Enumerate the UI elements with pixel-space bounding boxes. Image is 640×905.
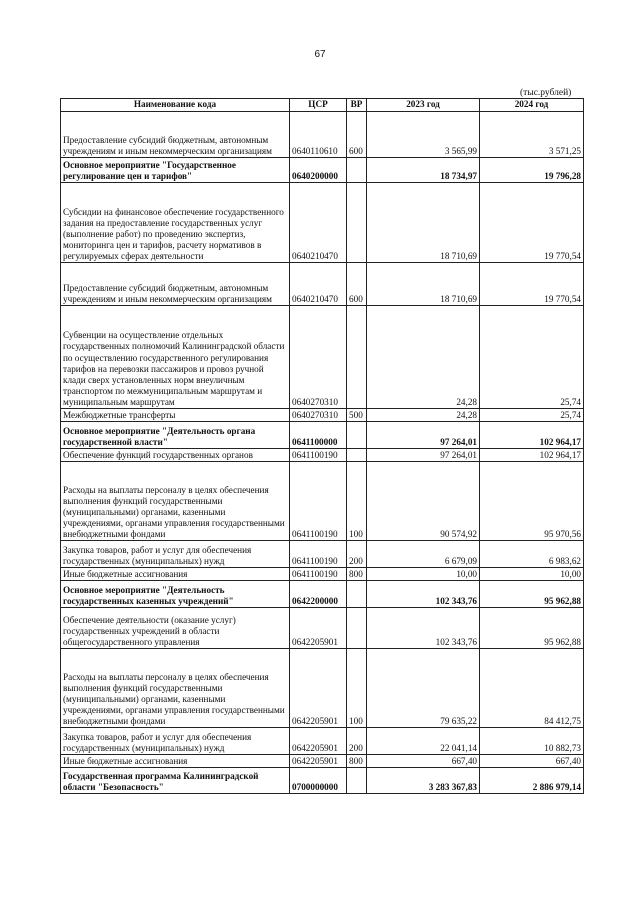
header-vr: ВР <box>347 99 367 112</box>
row-name: Закупка товаров, работ и услуг для обеспечения государственных (муниципальных) нужд <box>61 541 290 568</box>
table-row <box>61 462 584 541</box>
row-csr: 0640210470 <box>290 263 347 306</box>
table-row <box>61 541 584 568</box>
row-vr <box>347 422 367 449</box>
row-csr: 0700000000 <box>290 768 347 794</box>
row-2024: 102 964,17 <box>480 422 584 449</box>
row-name: Государственная программа Калининградской области "Безопасность" <box>61 768 290 794</box>
row-2023: 18 710,69 <box>367 263 480 306</box>
row-csr: 0641100000 <box>290 422 347 449</box>
row-2023: 97 264,01 <box>367 449 480 462</box>
row-csr: 0640200000 <box>290 158 347 183</box>
row-csr: 0641100190 <box>290 568 347 581</box>
row-2024: 95 962,88 <box>480 608 584 649</box>
row-name: Расходы на выплаты персоналу в целях обеспечения выполнения функций государственными (муниципальными) органами, казенными учреждениями, органами управления государственными внебюджетными фондами <box>61 462 290 541</box>
table-row <box>61 263 584 306</box>
table-row <box>61 449 584 462</box>
row-2023: 90 574,92 <box>367 462 480 541</box>
table-header-row <box>61 99 584 112</box>
table-row <box>61 306 584 409</box>
row-csr: 0642205901 <box>290 608 347 649</box>
table-row <box>61 568 584 581</box>
row-2024: 19 770,54 <box>480 263 584 306</box>
table-row <box>61 409 584 422</box>
table-row <box>61 728 584 755</box>
row-csr: 0640270310 <box>290 306 347 409</box>
row-csr: 0642205901 <box>290 649 347 728</box>
row-name: Предоставление субсидий бюджетным, автономным учреждениям и иным некоммерческим организациям <box>61 112 290 158</box>
table-row <box>61 768 584 794</box>
row-vr: 500 <box>347 409 367 422</box>
row-2023: 3 565,99 <box>367 112 480 158</box>
row-2023: 3 283 367,83 <box>367 768 480 794</box>
row-2023: 22 041,14 <box>367 728 480 755</box>
budget-table <box>60 98 584 794</box>
row-csr: 0640210470 <box>290 183 347 263</box>
row-vr <box>347 449 367 462</box>
row-csr: 0641100190 <box>290 449 347 462</box>
row-2024: 25,74 <box>480 306 584 409</box>
row-csr: 0642205901 <box>290 755 347 768</box>
header-csr: ЦСР <box>290 99 347 112</box>
header-2023: 2023 год <box>367 99 480 112</box>
row-name: Межбюджетные трансферты <box>61 409 290 422</box>
row-2024: 667,40 <box>480 755 584 768</box>
row-vr <box>347 158 367 183</box>
row-2024: 10 882,73 <box>480 728 584 755</box>
row-name: Основное мероприятие "Деятельность органа государственной власти" <box>61 422 290 449</box>
row-name: Обеспечение деятельности (оказание услуг) государственных учреждений в области общегосударственного управления <box>61 608 290 649</box>
row-name: Закупка товаров, работ и услуг для обеспечения государственных (муниципальных) нужд <box>61 728 290 755</box>
row-vr: 100 <box>347 649 367 728</box>
row-csr: 0642200000 <box>290 581 347 608</box>
table-row <box>61 112 584 158</box>
row-vr: 600 <box>347 112 367 158</box>
row-vr: 200 <box>347 541 367 568</box>
row-2023: 667,40 <box>367 755 480 768</box>
row-csr: 0640110610 <box>290 112 347 158</box>
table-row <box>61 183 584 263</box>
row-name: Предоставление субсидий бюджетным, автономным учреждениям и иным некоммерческим организациям <box>61 263 290 306</box>
row-vr: 800 <box>347 568 367 581</box>
row-name: Обеспечение функций государственных органов <box>61 449 290 462</box>
row-2024: 95 962,88 <box>480 581 584 608</box>
row-name: Иные бюджетные ассигнования <box>61 568 290 581</box>
row-2023: 24,28 <box>367 306 480 409</box>
row-csr: 0642205901 <box>290 728 347 755</box>
row-2023: 102 343,76 <box>367 608 480 649</box>
row-2023: 10,00 <box>367 568 480 581</box>
row-2024: 2 886 979,14 <box>480 768 584 794</box>
row-vr <box>347 306 367 409</box>
row-csr: 0641100190 <box>290 462 347 541</box>
row-2024: 95 970,56 <box>480 462 584 541</box>
row-2024: 84 412,75 <box>480 649 584 728</box>
table-row <box>61 608 584 649</box>
row-2023: 97 264,01 <box>367 422 480 449</box>
row-csr: 0641100190 <box>290 541 347 568</box>
row-name: Расходы на выплаты персоналу в целях обеспечения выполнения функций государственными (муниципальными) органами, казенными учреждениями, органами управления государственными внебюджетными фондами <box>61 649 290 728</box>
unit-note: (тыс.рублей) <box>520 88 572 98</box>
header-name: Наименование кода <box>61 99 290 112</box>
table-row <box>61 581 584 608</box>
row-name: Основное мероприятие "Государственное регулирование цен и тарифов" <box>61 158 290 183</box>
row-2024: 10,00 <box>480 568 584 581</box>
row-vr: 800 <box>347 755 367 768</box>
table-row <box>61 755 584 768</box>
row-vr <box>347 768 367 794</box>
table-row <box>61 422 584 449</box>
row-2023: 18 710,69 <box>367 183 480 263</box>
row-2023: 24,28 <box>367 409 480 422</box>
row-2024: 25,74 <box>480 409 584 422</box>
row-vr <box>347 581 367 608</box>
header-2024: 2024 год <box>480 99 584 112</box>
row-2024: 3 571,25 <box>480 112 584 158</box>
row-csr: 0640270310 <box>290 409 347 422</box>
row-2023: 6 679,09 <box>367 541 480 568</box>
row-2024: 19 770,54 <box>480 183 584 263</box>
row-vr <box>347 608 367 649</box>
row-2024: 19 796,28 <box>480 158 584 183</box>
row-vr: 100 <box>347 462 367 541</box>
row-name: Субсидии на финансовое обеспечение государственного задания на предоставление государственных услуг (выполнение работ) по проведению экспертиз, мониторинга цен и тарифов, расчету нормативов в регулируемых сферах деятельности <box>61 183 290 263</box>
row-2023: 79 635,22 <box>367 649 480 728</box>
row-2024: 102 964,17 <box>480 449 584 462</box>
page-number: 67 <box>314 49 326 60</box>
row-vr: 600 <box>347 263 367 306</box>
table-row <box>61 649 584 728</box>
row-2023: 102 343,76 <box>367 581 480 608</box>
row-2024: 6 983,62 <box>480 541 584 568</box>
row-2023: 18 734,97 <box>367 158 480 183</box>
table-row <box>61 158 584 183</box>
row-name: Основное мероприятие "Деятельность государственных казенных учреждений" <box>61 581 290 608</box>
row-name: Иные бюджетные ассигнования <box>61 755 290 768</box>
row-vr <box>347 183 367 263</box>
row-name: Субвенции на осуществление отдельных государственных полномочий Калининградской области по осуществлению государственного регулирования тарифов на перевозки пассажиров и провоз ручной клади сверх установленных норм внеуличным транспортом по межмуниципальным маршрутам и муниципальным маршрутам <box>61 306 290 409</box>
row-vr: 200 <box>347 728 367 755</box>
